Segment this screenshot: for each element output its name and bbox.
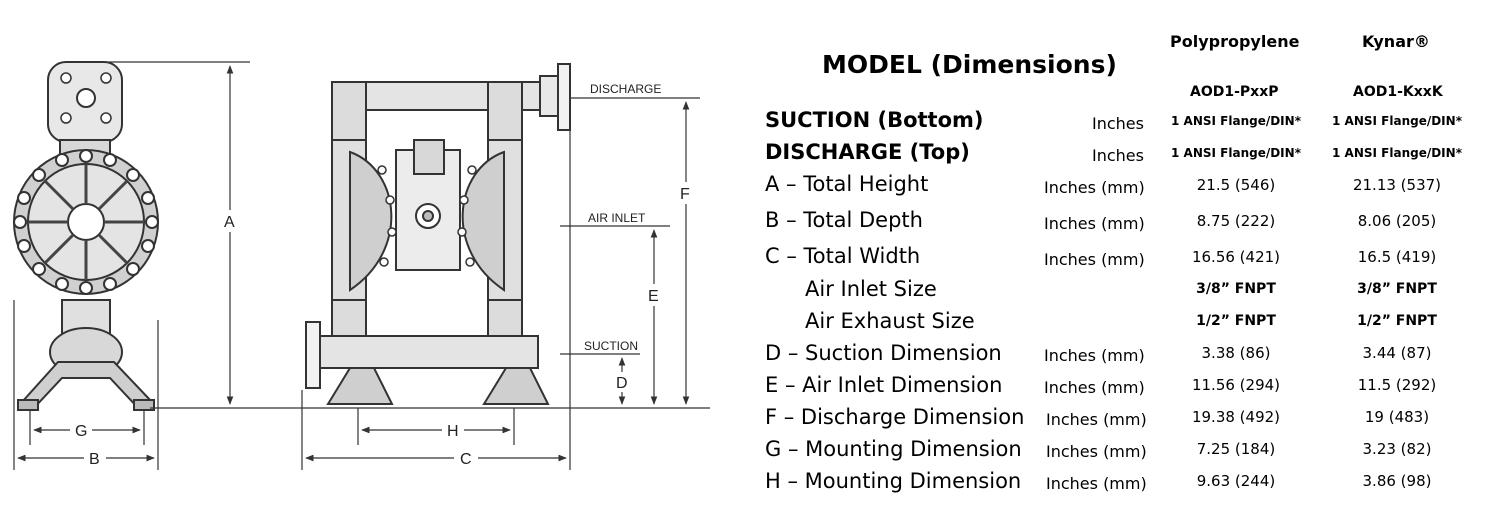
row-label: D – Suction Dimension xyxy=(765,341,1002,365)
model-header-kynar: AOD1-KxxK xyxy=(1353,84,1443,100)
dim-a-label: A xyxy=(224,214,235,231)
row-value-pp: 1/2” FNPT xyxy=(1196,313,1276,329)
row-label: B – Total Depth xyxy=(765,208,923,232)
row-value-pp: 21.5 (546) xyxy=(1196,176,1276,194)
row-value-kynar: 19 (483) xyxy=(1364,408,1430,426)
row-value-pp: 3.38 (86) xyxy=(1201,344,1271,362)
row-label: Air Exhaust Size xyxy=(805,309,975,333)
row-unit: Inches (mm) xyxy=(1046,474,1147,493)
row-label: A – Total Height xyxy=(765,172,929,196)
dim-h-label: H xyxy=(447,423,459,440)
row-value-kynar: 8.06 (205) xyxy=(1357,212,1437,230)
row-label: G – Mounting Dimension xyxy=(765,437,1022,461)
table-title: MODEL (Dimensions) xyxy=(822,50,1117,79)
suction-label: SUCTION xyxy=(584,339,638,353)
row-value-pp: 7.25 (184) xyxy=(1196,440,1276,458)
row-value-pp: 3/8” FNPT xyxy=(1196,281,1276,297)
discharge-label: DISCHARGE xyxy=(590,82,662,96)
row-unit: Inches (mm) xyxy=(1046,442,1147,461)
row-unit: Inches (mm) xyxy=(1044,378,1145,397)
model-header-pp: AOD1-PxxP xyxy=(1190,84,1279,100)
row-unit: Inches xyxy=(1092,146,1144,165)
dimensions-table xyxy=(760,0,1500,519)
row-label: C – Total Width xyxy=(765,244,921,268)
row-unit: Inches (mm) xyxy=(1044,346,1145,365)
dim-d-label: D xyxy=(616,375,628,392)
row-value-kynar: 1 ANSI Flange/DIN* xyxy=(1332,114,1462,128)
pump-front-view xyxy=(306,64,570,404)
row-unit: Inches (mm) xyxy=(1044,214,1145,233)
pump-dimension-drawing xyxy=(0,0,740,519)
row-label: Air Inlet Size xyxy=(805,277,937,301)
row-unit: Inches xyxy=(1092,114,1144,133)
row-value-pp: 8.75 (222) xyxy=(1196,212,1276,230)
row-unit: Inches (mm) xyxy=(1044,250,1145,269)
row-value-pp: 1 ANSI Flange/DIN* xyxy=(1171,114,1301,128)
row-value-kynar: 3.44 (87) xyxy=(1362,344,1432,362)
row-value-kynar: 1/2” FNPT xyxy=(1357,313,1437,329)
row-unit: Inches (mm) xyxy=(1046,410,1147,429)
air-inlet-label: AIR INLET xyxy=(588,211,646,225)
row-value-kynar: 11.5 (292) xyxy=(1357,376,1437,394)
row-value-pp: 9.63 (244) xyxy=(1196,472,1276,490)
dim-f-label: F xyxy=(680,186,690,203)
dim-c-label: C xyxy=(460,451,472,468)
row-value-pp: 16.56 (421) xyxy=(1191,248,1281,266)
row-label: F – Discharge Dimension xyxy=(765,405,1025,429)
row-unit: Inches (mm) xyxy=(1044,178,1145,197)
row-value-kynar: 1 ANSI Flange/DIN* xyxy=(1332,146,1462,160)
row-value-kynar: 3/8” FNPT xyxy=(1357,281,1437,297)
dim-g-label: G xyxy=(75,423,88,440)
row-value-kynar: 21.13 (537) xyxy=(1352,176,1442,194)
row-label: SUCTION (Bottom) xyxy=(765,108,984,132)
dim-e-label: E xyxy=(648,288,659,305)
row-value-kynar: 3.23 (82) xyxy=(1362,440,1432,458)
material-header-polypropylene: Polypropylene xyxy=(1170,32,1300,51)
material-header-kynar: Kynar® xyxy=(1362,32,1430,51)
pump-side-view xyxy=(14,62,158,410)
row-value-kynar: 16.5 (419) xyxy=(1357,248,1437,266)
row-value-pp: 1 ANSI Flange/DIN* xyxy=(1171,146,1301,160)
row-value-kynar: 3.86 (98) xyxy=(1362,472,1432,490)
row-label: DISCHARGE (Top) xyxy=(765,140,970,164)
dim-b-label: B xyxy=(89,451,100,468)
row-label: E – Air Inlet Dimension xyxy=(765,373,1003,397)
row-label: H – Mounting Dimension xyxy=(765,469,1022,493)
row-value-pp: 19.38 (492) xyxy=(1191,408,1281,426)
row-value-pp: 11.56 (294) xyxy=(1191,376,1281,394)
